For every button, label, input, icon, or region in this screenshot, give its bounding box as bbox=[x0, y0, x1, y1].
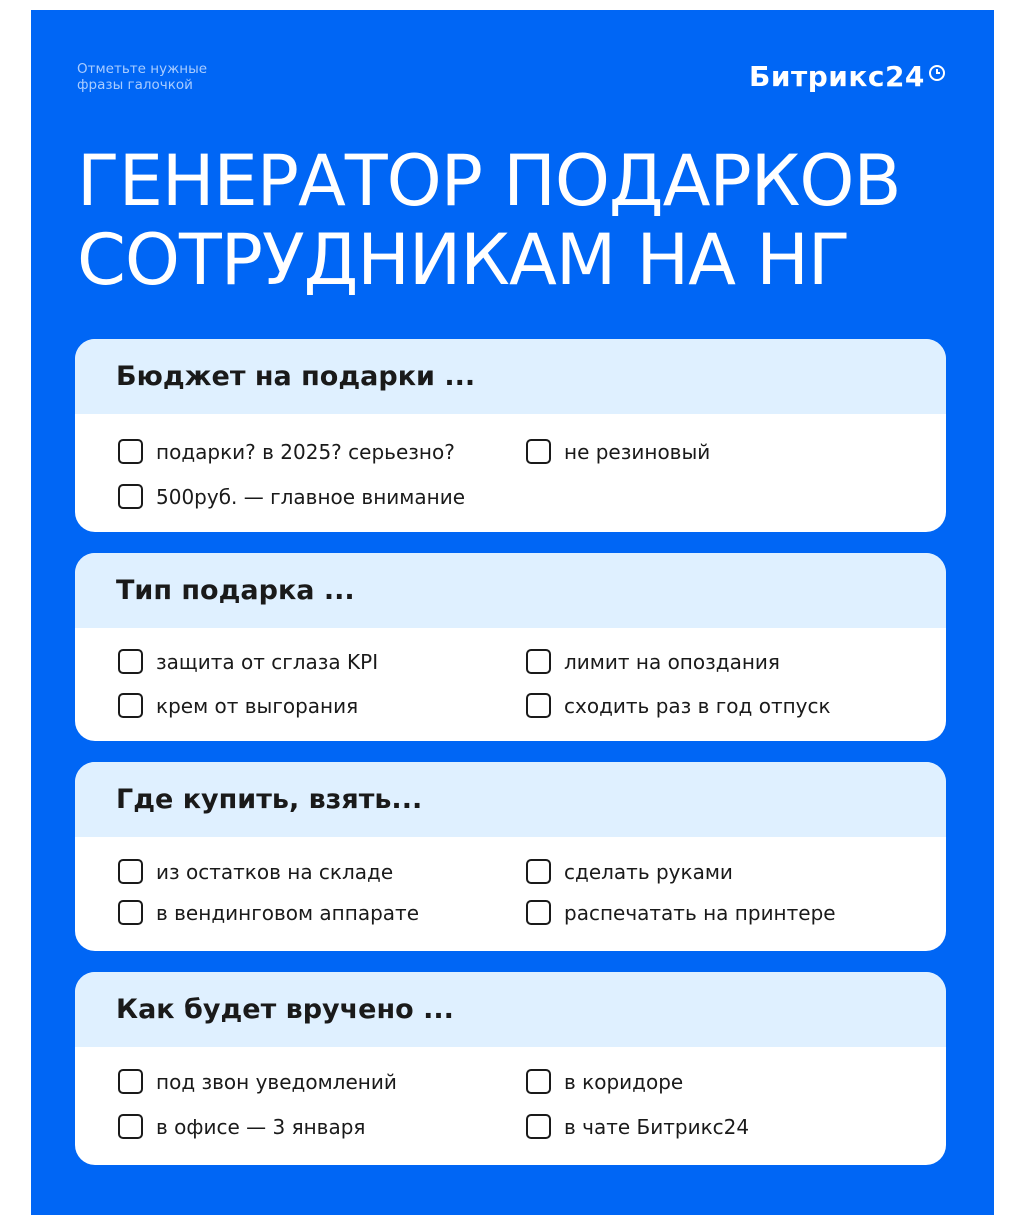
option-label: не резиновый bbox=[564, 439, 711, 464]
checkbox[interactable] bbox=[526, 649, 551, 674]
page-title bbox=[77, 142, 901, 300]
checkbox[interactable] bbox=[118, 484, 143, 509]
checkbox[interactable] bbox=[526, 693, 551, 718]
checkbox[interactable] bbox=[118, 1069, 143, 1094]
hint-line: фразы галочкой bbox=[77, 77, 193, 93]
option-checkbox[interactable] bbox=[526, 1114, 749, 1139]
option-label: лимит на опоздания bbox=[564, 649, 780, 674]
option-label: из остатков на складе bbox=[156, 859, 394, 884]
title-line: СОТРУДНИКАМ НА НГ bbox=[77, 219, 850, 301]
card-gift-type bbox=[75, 553, 946, 741]
checkbox[interactable] bbox=[526, 439, 551, 464]
card-title: Где купить, взять... bbox=[75, 762, 946, 837]
checkbox[interactable] bbox=[118, 900, 143, 925]
option-checkbox[interactable] bbox=[118, 693, 358, 718]
clock-icon bbox=[928, 64, 946, 82]
hint-line: Отметьте нужные bbox=[77, 61, 208, 77]
option-label: в офисе — 3 января bbox=[156, 1114, 366, 1139]
option-label: в вендинговом аппарате bbox=[156, 900, 419, 925]
checkbox[interactable] bbox=[526, 1069, 551, 1094]
option-checkbox[interactable] bbox=[118, 484, 465, 509]
option-checkbox[interactable] bbox=[526, 900, 836, 925]
option-label: в коридоре bbox=[564, 1069, 684, 1094]
bitrix24-logo bbox=[749, 60, 946, 93]
option-label: крем от выгорания bbox=[156, 693, 359, 718]
checkbox[interactable] bbox=[526, 859, 551, 884]
checkbox[interactable] bbox=[526, 1114, 551, 1139]
option-checkbox[interactable] bbox=[118, 1069, 397, 1094]
option-checkbox[interactable] bbox=[526, 1069, 683, 1094]
title-line: ГЕНЕРАТОР ПОДАРКОВ bbox=[77, 140, 901, 222]
card-title: Тип подарка ... bbox=[75, 553, 946, 628]
card-title: Бюджет на подарки ... bbox=[75, 339, 946, 414]
option-checkbox[interactable] bbox=[118, 649, 378, 674]
checkbox[interactable] bbox=[526, 900, 551, 925]
card-title: Как будет вручено ... bbox=[75, 972, 946, 1047]
option-checkbox[interactable] bbox=[118, 439, 455, 464]
option-checkbox[interactable] bbox=[526, 693, 831, 718]
option-checkbox[interactable] bbox=[526, 439, 710, 464]
checkbox[interactable] bbox=[118, 1114, 143, 1139]
card-how-delivered bbox=[75, 972, 946, 1165]
option-checkbox[interactable] bbox=[118, 859, 393, 884]
option-checkbox[interactable] bbox=[526, 859, 733, 884]
checkbox[interactable] bbox=[118, 439, 143, 464]
checkbox[interactable] bbox=[118, 649, 143, 674]
option-label: сходить раз в год отпуск bbox=[564, 693, 831, 718]
checkbox[interactable] bbox=[118, 693, 143, 718]
logo-text: Битрикс24 bbox=[749, 60, 925, 93]
option-checkbox[interactable] bbox=[118, 1114, 365, 1139]
option-label: распечатать на принтере bbox=[564, 900, 836, 925]
option-label: защита от сглаза KPI bbox=[156, 649, 379, 674]
option-label: в чате Битрикс24 bbox=[564, 1114, 750, 1139]
option-checkbox[interactable] bbox=[526, 649, 780, 674]
option-label: под звон уведомлений bbox=[156, 1069, 397, 1094]
option-label: 500руб. — главное внимание bbox=[156, 484, 466, 509]
option-label: сделать руками bbox=[564, 859, 733, 884]
poster bbox=[31, 10, 994, 1215]
hint-text bbox=[77, 61, 277, 93]
card-budget bbox=[75, 339, 946, 532]
card-where-to-buy bbox=[75, 762, 946, 951]
checkbox[interactable] bbox=[118, 859, 143, 884]
option-label: подарки? в 2025? серьезно? bbox=[156, 439, 455, 464]
option-checkbox[interactable] bbox=[118, 900, 419, 925]
